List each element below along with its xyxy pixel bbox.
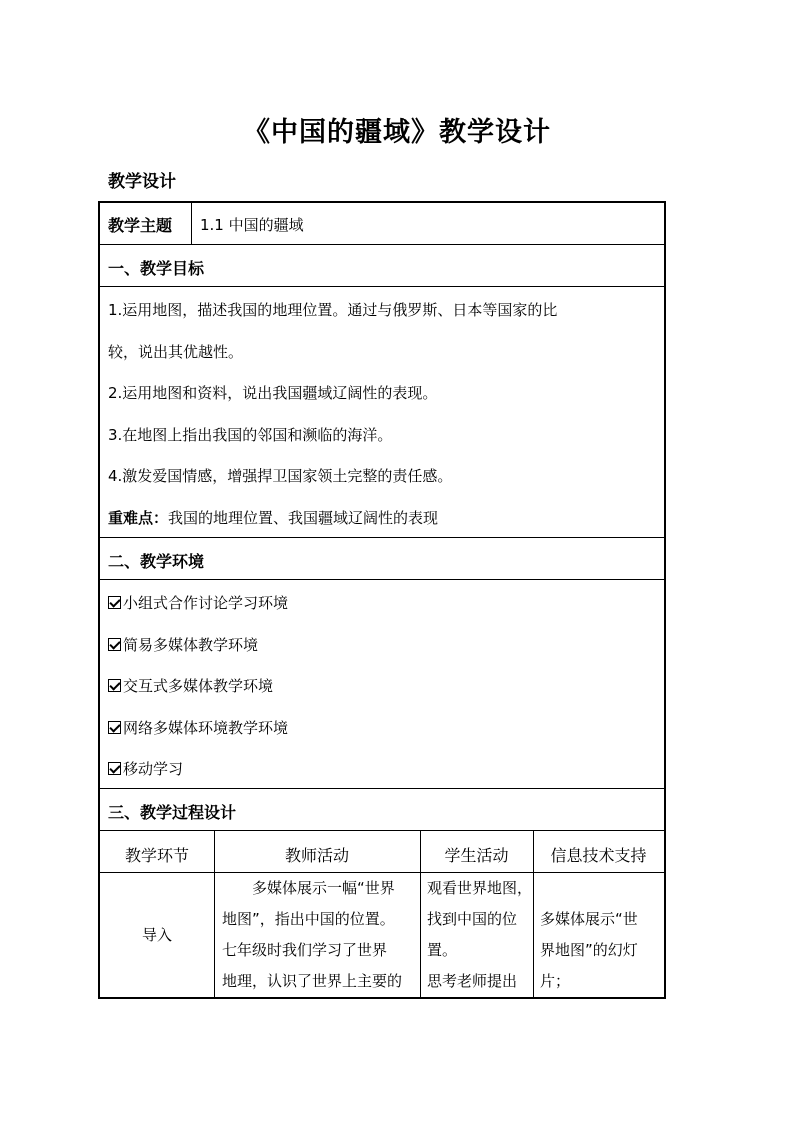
- goals-body: [100, 287, 664, 538]
- topic-row: [100, 203, 664, 245]
- lesson-plan-table: [98, 201, 666, 999]
- student-line: 置。: [427, 941, 458, 959]
- environment-heading-row: [100, 538, 664, 580]
- teacher-line: 地理，认识了世界上主要的: [222, 972, 403, 990]
- key-points-text: 我国的地理位置、我国疆域辽阔性的表现: [168, 509, 439, 527]
- goal-line: 2.运用地图和资料，说出我国疆域辽阔性的表现。: [108, 384, 438, 402]
- key-points-label: 重难点：: [108, 509, 169, 527]
- process-heading: 三、教学过程设计: [108, 803, 237, 822]
- environment-item-label: 简易多媒体教学环境: [123, 636, 259, 654]
- tech-support-cell: [540, 904, 638, 997]
- environment-item-label: 小组式合作讨论学习环境: [123, 594, 289, 612]
- checked-box-icon[interactable]: [108, 679, 121, 692]
- column-header-student: 学生活动: [444, 846, 509, 865]
- checked-box-icon[interactable]: [108, 762, 121, 775]
- teacher-activity-cell: [222, 873, 402, 997]
- stage-cell: 导入: [141, 926, 172, 944]
- student-line: 观看世界地图，: [427, 879, 533, 897]
- goals-heading-row: [100, 245, 664, 287]
- column-divider: [214, 873, 215, 997]
- checked-box-icon[interactable]: [108, 596, 121, 609]
- document-title: 《中国的疆域》教学设计: [243, 117, 551, 148]
- student-line: 思考老师提出: [427, 972, 518, 990]
- goal-line: 1.运用地图，描述我国的地理位置。通过与俄罗斯、日本等国家的比: [108, 301, 558, 319]
- key-points: [108, 507, 438, 528]
- checked-box-icon[interactable]: [108, 721, 121, 734]
- topic-value: 1.1 中国的疆域: [200, 216, 304, 234]
- environment-item: [108, 592, 288, 613]
- goals-heading: 一、教学目标: [108, 259, 205, 278]
- process-header-row: [100, 831, 664, 873]
- goal-line: 4.激发爱国情感，增强捍卫国家领土完整的责任感。: [108, 467, 453, 485]
- column-header-tech: 信息技术支持: [550, 846, 647, 865]
- checked-box-icon[interactable]: [108, 638, 121, 651]
- environment-item: [108, 758, 183, 779]
- teacher-line: 七年级时我们学习了世界: [222, 941, 388, 959]
- column-divider: [420, 873, 421, 997]
- environment-item-label: 移动学习: [123, 760, 184, 778]
- process-heading-row: [100, 789, 664, 831]
- column-header-teacher: 教师活动: [284, 846, 349, 865]
- column-divider: [533, 873, 534, 997]
- tech-line: 片；: [540, 972, 571, 990]
- teacher-line: 多媒体展示一幅“世界: [222, 879, 395, 897]
- environment-heading: 二、教学环境: [108, 552, 205, 571]
- environment-item: [108, 717, 288, 738]
- tech-line: 多媒体展示“世: [540, 910, 638, 928]
- goal-line: 3.在地图上指出我国的邻国和濒临的海洋。: [108, 426, 393, 444]
- environment-item-label: 网络多媒体环境教学环境: [123, 719, 289, 737]
- student-activity-cell: [427, 873, 532, 997]
- section-subtitle: 教学设计: [108, 172, 176, 192]
- topic-label: 教学主题: [108, 216, 173, 235]
- tech-line: 界地图”的幻灯: [540, 941, 638, 959]
- topic-divider: [191, 203, 192, 244]
- environment-item: [108, 634, 258, 655]
- column-header-stage: 教学环节: [124, 846, 189, 865]
- goal-line: 较，说出其优越性。: [108, 343, 244, 361]
- process-row-intro: [100, 873, 664, 997]
- student-line: 找到中国的位: [427, 910, 518, 928]
- teacher-line: 地图”，指出中国的位置。: [222, 910, 395, 928]
- environment-body: [100, 580, 664, 789]
- environment-item-label: 交互式多媒体教学环境: [123, 677, 274, 695]
- environment-item: [108, 675, 273, 696]
